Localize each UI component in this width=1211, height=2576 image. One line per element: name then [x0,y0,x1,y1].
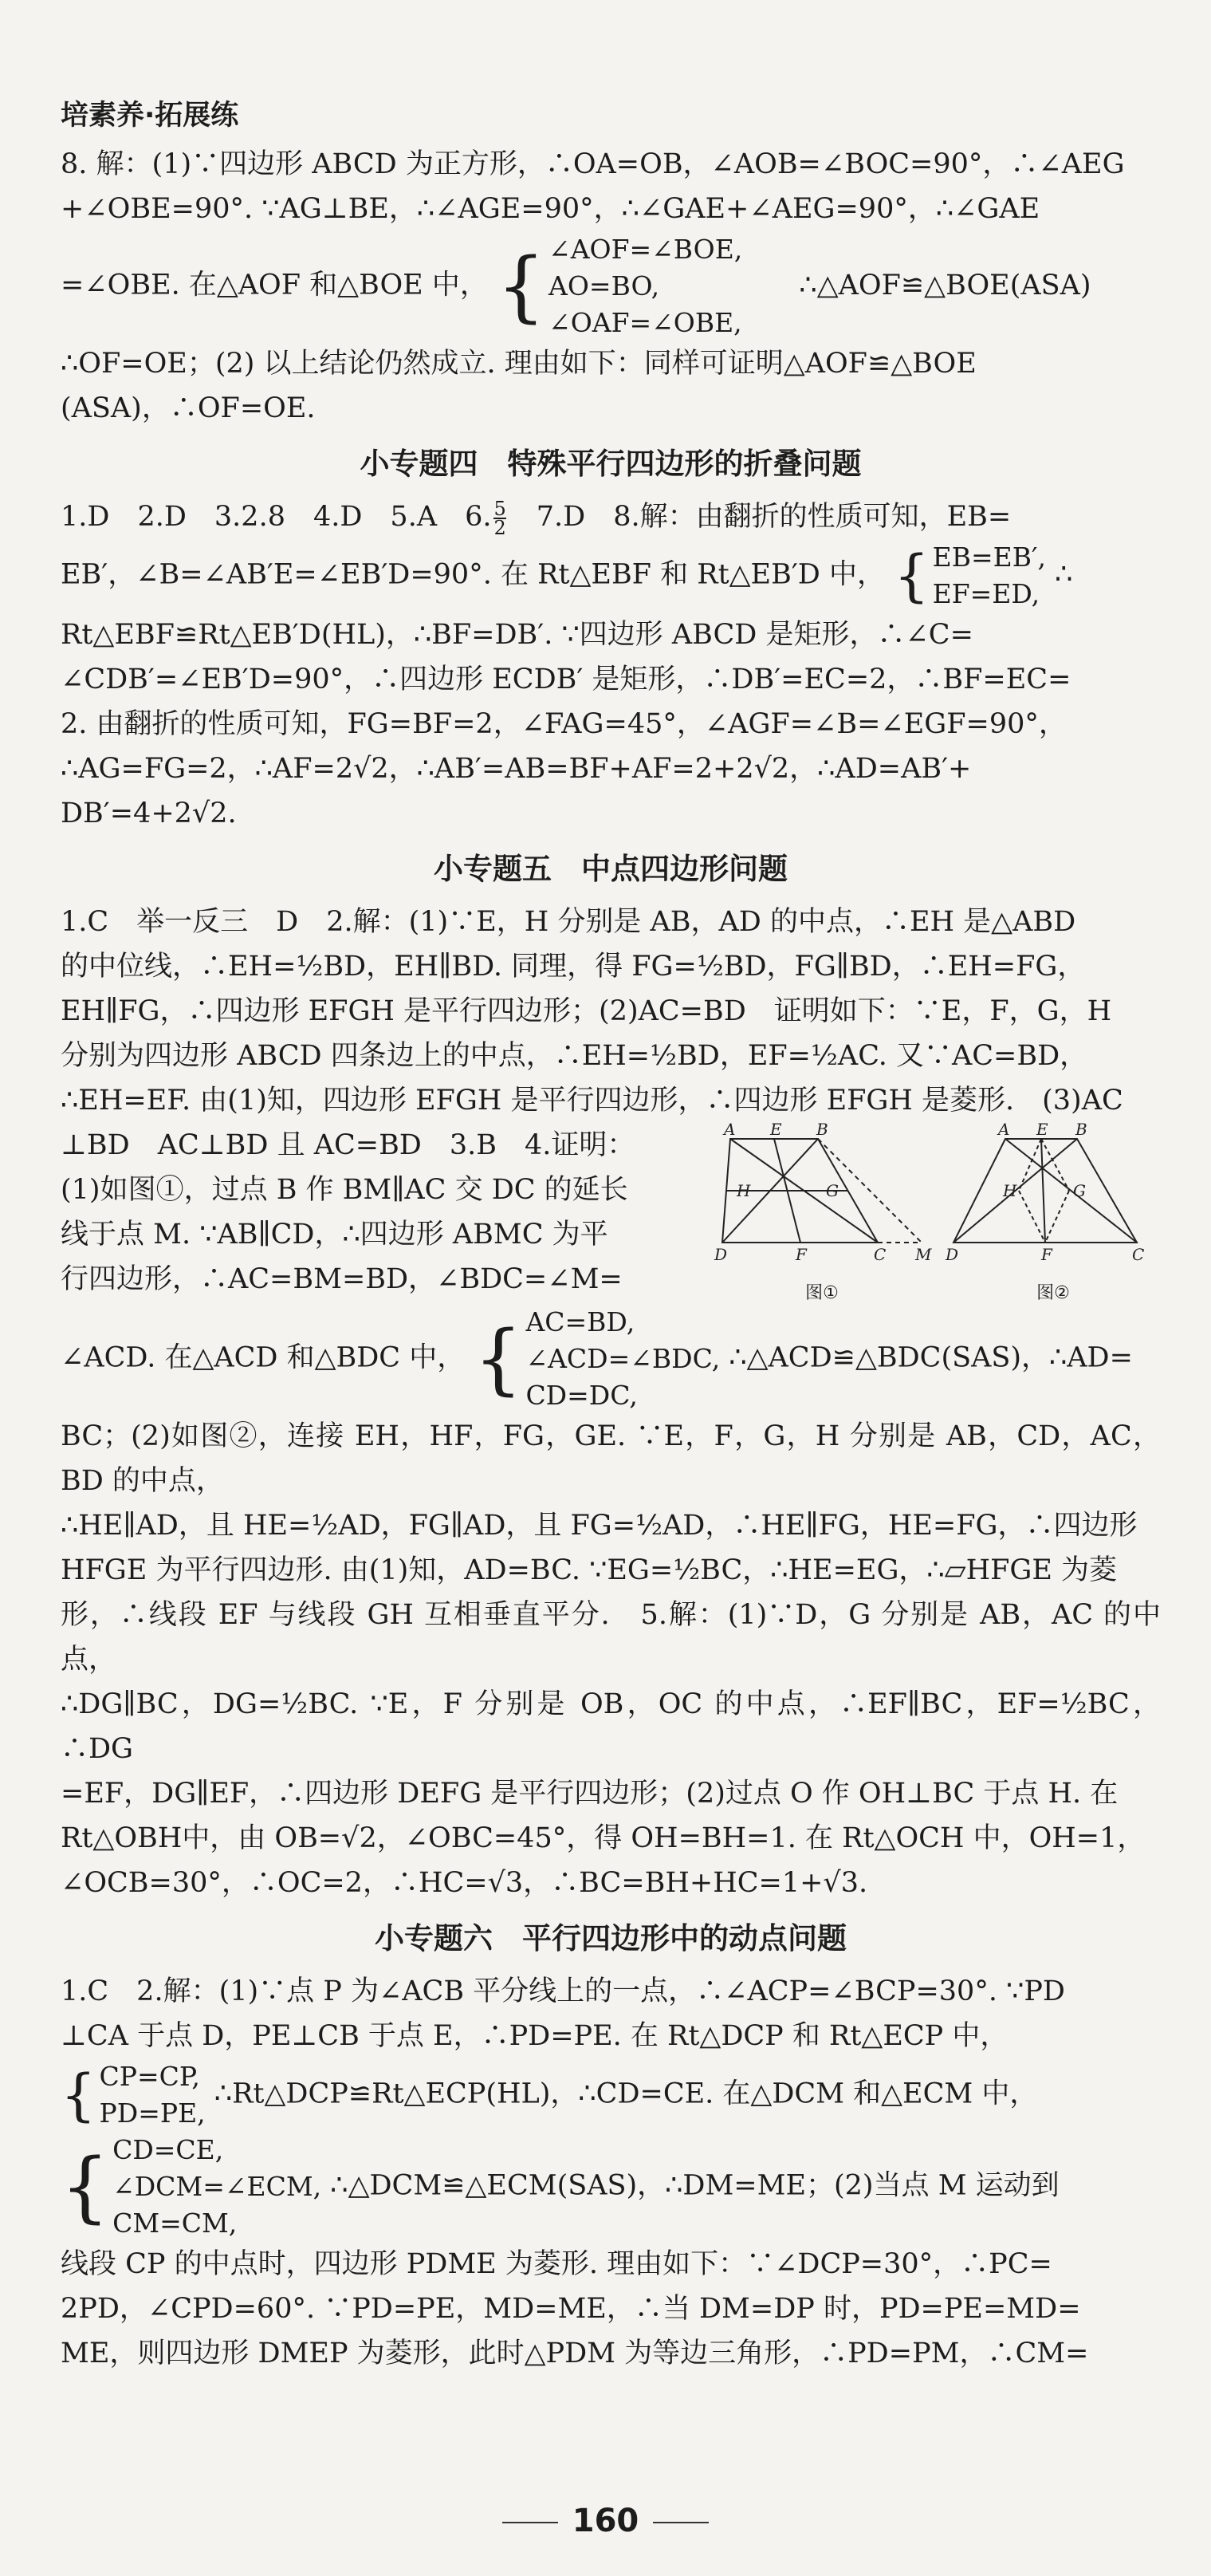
brace-line: ∠OAF=∠OBE, [548,307,742,338]
topic4-line: ∴AG=FG=2，∴AF=2√2，∴AB′=AB=BF+AF=2+2√2，∴AD=AB′+ [61,753,972,785]
topic5-line: BC；(2)如图②，连接 EH，HF，FG，GE. ∵E，F，G，H 分别是 AB，CD，AC，BD 的中点， [61,1420,1161,1497]
point-label: B [816,1120,828,1139]
text: ∠ACD. 在△ACD 和△BDC 中， [61,1341,466,1374]
figure-row [61,1120,1161,1304]
topic5-line: 的中位线，∴EH=½BD，EH∥BD. 同理，得 FG=½BD，FG∥BD，∴EH=FG， [61,951,1086,983]
brace-line: CD=DC, [525,1380,638,1411]
figure-2-diagram [946,1120,1161,1274]
figure-1-label: 图① [805,1283,839,1303]
q8-brace [497,231,742,341]
q8-line3 [61,231,1161,341]
text: ∴Rt△DCP≌Rt△ECP(HL)，∴CD=CE. 在△DCM 和△ECM 中， [214,2078,1038,2110]
q8-line: ∴OF=OE；(2) 以上结论仍然成立. 理由如下：同样可证明△AOF≌△BOE [61,348,977,380]
text: 7.D 8.解：由翻折的性质可知，EB= [508,501,1012,533]
topic5-line: EH∥FG，∴四边形 EFGH 是平行四边形；(2)AC=BD 证明如下：∵E，F，G，H [61,995,1112,1027]
point-label: D [714,1245,728,1264]
point-label: C [1132,1245,1145,1264]
topic4-line [61,539,1161,612]
topic5-line: ∴HE∥AD，且 HE=½AD，FG∥AD，且 FG=½AD，∴HE∥FG，HE=FG，∴四边形 [61,1510,1138,1542]
figure-1 [714,1120,932,1304]
topic6-line [61,2058,1161,2132]
q8-text: =∠OBE. 在△AOF 和△BOE 中， [61,269,488,301]
text: 1.D 2.D 3.2.8 4.D 5.A 6. [61,501,492,533]
topic5-line: 行四边形，∴AC=BM=BD，∠BDC=∠M= [61,1263,623,1295]
topic5-line: 形，∴线段 EF 与线段 GH 互相垂直平分. 5.解：(1)∵D，G 分别是 AB，AC 的中点， [61,1599,1161,1676]
topic4-title: 小专题四 特殊平行四边形的折叠问题 [360,447,862,481]
point-label: E [1036,1120,1048,1139]
topic4-line [61,494,1161,539]
point-label: F [796,1245,807,1264]
point-label: A [998,1120,1010,1139]
topic4-line: ∠CDB′=∠EB′D=90°，∴四边形 ECDB′ 是矩形，∴DB′=EC=2，∴BF=EC= [61,664,1071,695]
text: EB′，∠B=∠AB′E=∠EB′D=90°. 在 Rt△EBF 和 Rt△EB′D 中， [61,558,885,591]
topic6-line: 线段 CP 的中点时，四边形 PDME 为菱形. 理由如下：∵∠DCP=30°，∴PC= [61,2248,1052,2280]
topic6-line: ME，则四边形 DMEP 为菱形，此时△PDM 为等边三角形，∴PD=PM，∴CM= [61,2338,1089,2369]
brace-line: CD=CE, [112,2134,224,2165]
topic6-title: 小专题六 平行四边形中的动点问题 [375,1921,847,1956]
topic4-line: 2. 由翻折的性质可知，FG=BF=2，∠FAG=45°，∠AGF=∠B=∠EGF=90°， [61,708,1067,740]
section-label: 培素养·拓展练 [61,100,239,132]
point-label: H [737,1181,751,1200]
brace-glyph: { [894,543,930,609]
divider [502,2522,558,2523]
topic5-line: Rt△OBH中，由 OB=√2，∠OBC=45°，得 OH=BH=1. 在 Rt△OCH 中，OH=1， [61,1822,1146,1854]
brace-line: PD=PE, [99,2097,206,2129]
page-number-text: 160 [572,2503,639,2539]
topic5-line [61,1304,1161,1414]
figure-1-diagram [714,1120,932,1274]
brace-line: CM=CM, [112,2208,238,2239]
topic6-line: 2PD，∠CPD=60°. ∵PD=PE，MD=ME，∴当 DM=DP 时，PD=PE=MD= [61,2293,1081,2325]
point-label: E [770,1120,782,1139]
brace-glyph: { [61,2062,96,2128]
topic6-brace-2 [61,2132,321,2242]
topic5-line: HFGE 为平行四边形. 由(1)知，AD=BC. ∵EG=½BC，∴HE=EG，∴▱HFGE 为菱 [61,1554,1118,1586]
topic5-line: 1.C 举一反三 D 2.解：(1)∵E，H 分别是 AB，AD 的中点，∴EH 是△ABD [61,906,1076,938]
brace-line: ∠ACD=∠BDC, [525,1343,721,1374]
brace-line: ∠AOF=∠BOE, [548,234,743,265]
topic5-line: ∴EH=EF. 由(1)知，四边形 EFGH 是平行四边形，∴四边形 EFGH 是菱形. (3)AC [61,1085,1123,1117]
brace-line: EB=EB′, [932,542,1046,573]
topic5-line: 分别为四边形 ABCD 四条边上的中点，∴EH=½BD，EF=½AC. 又∵AC=BD， [61,1040,1088,1072]
topic5-line: ⊥BD AC⊥BD 且 AC=BD 3.B 4.证明： [61,1129,635,1161]
point-label: G [1073,1181,1086,1200]
brace-glyph: { [61,2142,110,2231]
brace-line: ∠DCM=∠ECM, [112,2171,322,2202]
figure-2-label: 图② [1036,1283,1070,1303]
topic6-brace-1 [61,2058,206,2132]
content [61,96,1161,2376]
brace-line: CP=CP, [99,2061,200,2092]
topic5-line: (1)如图①，过点 B 作 BM∥AC 交 DC 的延长 [61,1174,628,1206]
divider [653,2522,709,2523]
q8-line: +∠OBE=90°. ∵AG⊥BE，∴∠AGE=90°，∴∠GAE+∠AEG=90°，∴∠GAE [61,193,1040,225]
text: ∴△DCM≌△ECM(SAS)，∴DM=ME；(2)当点 M 运动到 [330,2169,1060,2202]
brace-line: AC=BD, [525,1306,635,1337]
point-label: G [826,1181,839,1200]
text: ∴△ACD≌△BDC(SAS)，∴AD= [729,1341,1133,1374]
point-label: D [946,1245,959,1264]
topic6-line: ⊥CA 于点 D，PE⊥CB 于点 E，∴PD=PE. 在 Rt△DCP 和 Rt△ECP 中， [61,2020,1009,2052]
point-label: C [874,1245,887,1264]
figures [705,1120,1161,1304]
topic6-line [61,2132,1161,2242]
brace-glyph: { [496,242,546,331]
topic4-brace [894,539,1046,612]
brace-line: AO=BO, [548,270,660,301]
topic5-brace [474,1304,720,1414]
point-label: A [724,1120,736,1139]
q8-line: 8. 解：(1)∵四边形 ABCD 为正方形，∴OA=OB，∠AOB=∠BOC=90°，∴∠AEG [61,148,1125,180]
page-number [0,2503,1211,2539]
topic5-title: 小专题五 中点四边形问题 [434,852,788,886]
point-label: B [1075,1120,1087,1139]
topic5-line: ∠OCB=30°，∴OC=2，∴HC=√3，∴BC=BH+HC=1+√3. [61,1867,868,1899]
frac-num: 5 [493,497,506,520]
q8-text: ∴△AOF≌△BOE(ASA) [799,269,1091,301]
topic6-line: 1.C 2.解：(1)∵点 P 为∠ACB 平分线上的一点，∴∠ACP=∠BCP=30°. ∵PD [61,1975,1065,2007]
topic5-line: ∴DG∥BC，DG=½BC. ∵E，F 分别是 OB，OC 的中点，∴EF∥BC，EF=½BC，∴DG [61,1688,1161,1765]
frac-den: 2 [493,516,506,539]
fraction [493,497,506,539]
q8-line: (ASA)，∴OF=OE. [61,392,316,424]
figure-2 [946,1120,1161,1304]
topic4-line: Rt△EBF≌Rt△EB′D(HL)，∴BF=DB′. ∵四边形 ABCD 是矩形，∴∠C= [61,619,973,651]
topic5-line: =EF，DG∥EF，∴四边形 DEFG 是平行四边形；(2)过点 O 作 OH⊥BC 于点 H. 在 [61,1778,1119,1810]
brace-line: EF=ED, [932,578,1040,609]
brace-glyph: { [474,1314,523,1404]
point-label: F [1041,1245,1052,1264]
point-label: H [1003,1181,1017,1200]
topic4-line: DB′=4+2√2. [61,798,237,829]
text: ∴ [1055,558,1073,591]
topic5-line: 线于点 M. ∵AB∥CD，∴四边形 ABMC 为平 [61,1219,608,1251]
point-label: M [915,1245,932,1264]
